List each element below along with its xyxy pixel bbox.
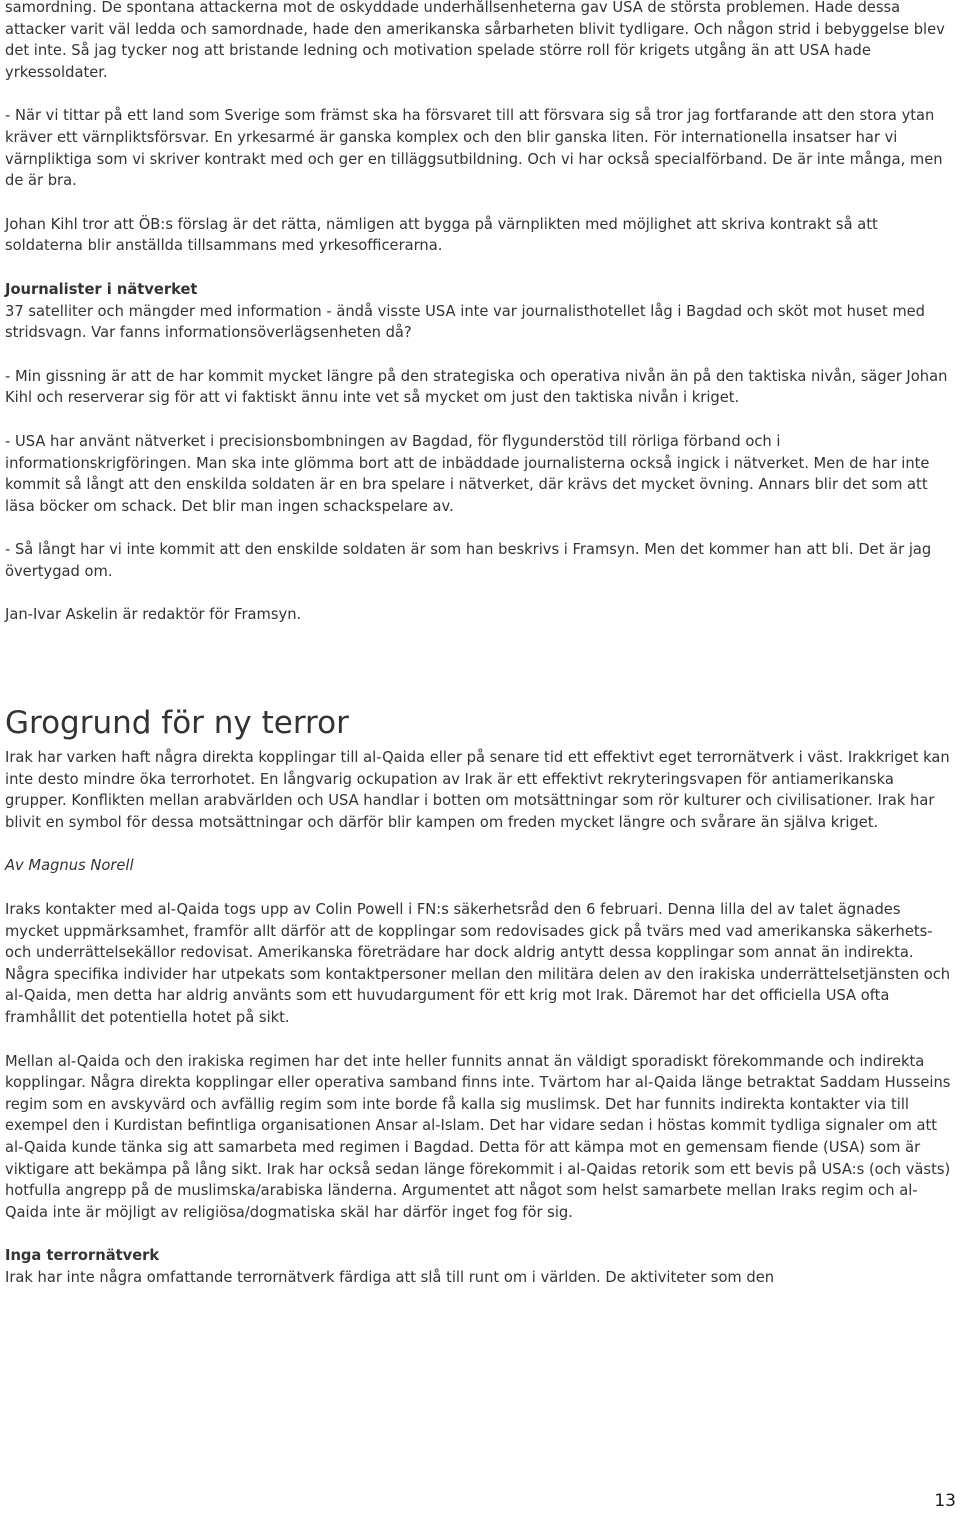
article-byline: Av Magnus Norell — [5, 857, 134, 875]
section-journalister — [5, 279, 957, 344]
subheading-journalister: Journalister i nätverket — [5, 280, 198, 298]
page-number: 13 — [934, 1491, 956, 1511]
section-spacer — [5, 648, 957, 704]
paragraph-inga: Irak har inte några omfattande terrornätverk färdiga att slå till runt om i världen. De aktiviteter som den — [5, 1268, 775, 1286]
paragraph-sverige: - När vi tittar på ett land som Sverige som främst ska ha försvaret till att försvara sig så tror jag fortfarande att den stora ytan kräver ett värnpliktsförsvar. En yrkesarmé är ganska komplex och den blir ganska liten. För internationella insatser har vi värnpliktiga som vi skriver kontrakt med och ger en tilläggsutbildning. Och vi har också specialförband. De är inte många, men de är bra. — [5, 107, 943, 190]
document-page — [5, 0, 957, 1519]
paragraph-askelin: Jan-Ivar Askelin är redaktör för Framsyn. — [5, 606, 302, 624]
article-lead: Irak har varken haft några direkta kopplingar till al-Qaida eller på senare tid ett effektivt eget terrornätverk i väst. Irakkriget kan inte desto mindre öka terrorhotet. En långvarig ockupation av Irak är ett effektivt rekryteringsvapen för antiamerikanska grupper. Konflikten mellan arabvärlden och USA handlar i botten om motsättningar som rör kulturer och civilisationer. Irak har blivit en symbol för dessa motsättningar och därför blir kampen om freden mycket längre och svårare än själva kriget. — [5, 749, 950, 831]
subheading-inga: Inga terrornätverk — [5, 1247, 160, 1265]
paragraph-powell: Iraks kontakter med al-Qaida togs upp av Colin Powell i FN:s säkerhetsråd den 6 februari. Denna lilla del av talet ägnades mycket uppmärksamhet, framför allt därför att de kopplingar som redovisades gick på tvärs med vad amerikanska säkerhets- och underrättelsekällor redovisat. Amerikanska företrädare har dock aldrig antytt dessa kopplingar som annat än indirekta. Några specifika individer har utpekats som kontaktpersoner mellan den militära delen av den irakiska underrättelsetjänsten och al-Qaida, men detta har aldrig använts som ett huvudargument för ett krig mot Irak. Däremot har det officiella USA ofta framhållit det potentiella hotet på sikt. — [5, 901, 951, 1026]
paragraph-framsyn: - Så långt har vi inte kommit att den enskilde soldaten är som han beskrivs i Framsyn. Men det kommer han att bli. Det är jag övertygad om. — [5, 541, 932, 580]
paragraph-gissning: - Min gissning är att de har kommit mycket längre på den strategiska och operativa nivån än på den taktiska nivån, säger Johan Kihl och reserverar sig för att vi faktiskt ännu inte vet så mycket om just den taktiska nivån i kriget. — [5, 367, 948, 407]
paragraph-kihl: Johan Kihl tror att ÖB:s förslag är det rätta, nämligen att bygga på värnplikten med möjlighet att skriva kontrakt så att soldaterna blir anställda tillsammans med yrkesofficerarna. — [5, 215, 878, 255]
paragraph-regimen: Mellan al-Qaida och den irakiska regimen har det inte heller funnits annat än väldigt sporadiskt förekommande och indirekta kopplingar. Några direkta kopplingar eller operativa samband finns inte. Tvärtom har al-Qaida länge betraktat Saddam Husseins regim som en avskyvärd och avfällig regim som inte borde få kalla sig muslimsk. Det har funnits indirekta kontakter via till exempel den i Kurdistan befintliga organisationen Ansar al-Islam. Det har vidare sedan i höstas kommit tydliga signaler om att al-Qaida kunde tänka sig att samarbeta med regimen i Bagdad. Detta för att kämpa mot en gemensam fiende (USA) som är viktigare att bekämpa på lång sikt. Irak har också sedan länge förekommit i al-Qaidas retorik som ett bevis på USA:s (och västs) hotfulla angrepp på de muslimska/arabiska länderna. Argumentet att något som helst samarbete mellan Iraks regim och al-Qaida inte är möjligt av religiösa/dogmatiska skäl har därför inget fog för sig. — [5, 1052, 951, 1221]
paragraph-satelliter: 37 satelliter och mängder med information - ändå visste USA inte var journalisthotellet låg i Bagdad och sköt mot huset med stridsvagn. Var fanns informationsöverlägsenheten då? — [5, 302, 925, 342]
section-inga — [5, 1245, 957, 1288]
article-title: Grogrund för ny terror — [5, 705, 349, 742]
paragraph-natverket: - USA har använt nätverket i precisionsbombningen av Bagdad, för flygunderstöd till rörliga förband och i informationskrigföringen. Man ska inte glömma bort att de inbäddade journalisterna också ingick i nätverket. Men de har inte kommit så långt att den enskilda soldaten är en bra spelare i nätverket, där krävs det mycket övning. Annars blir det som att läsa böcker om schack. Det blir man ingen schackspelare av. — [5, 432, 930, 515]
paragraph-intro: samordning. De spontana attackerna mot de oskyddade underhållsenheterna gav USA de största problemen. Hade dessa attacker varit väl ledda och samordnade, hade den amerikanska sårbarheten blivit tydligare. Och någon strid i bebyggelse blev det inte. Så jag tycker nog att bristande ledning och motivation spelade större roll för krigets utgång än att USA hade yrkessoldater. — [5, 0, 945, 81]
